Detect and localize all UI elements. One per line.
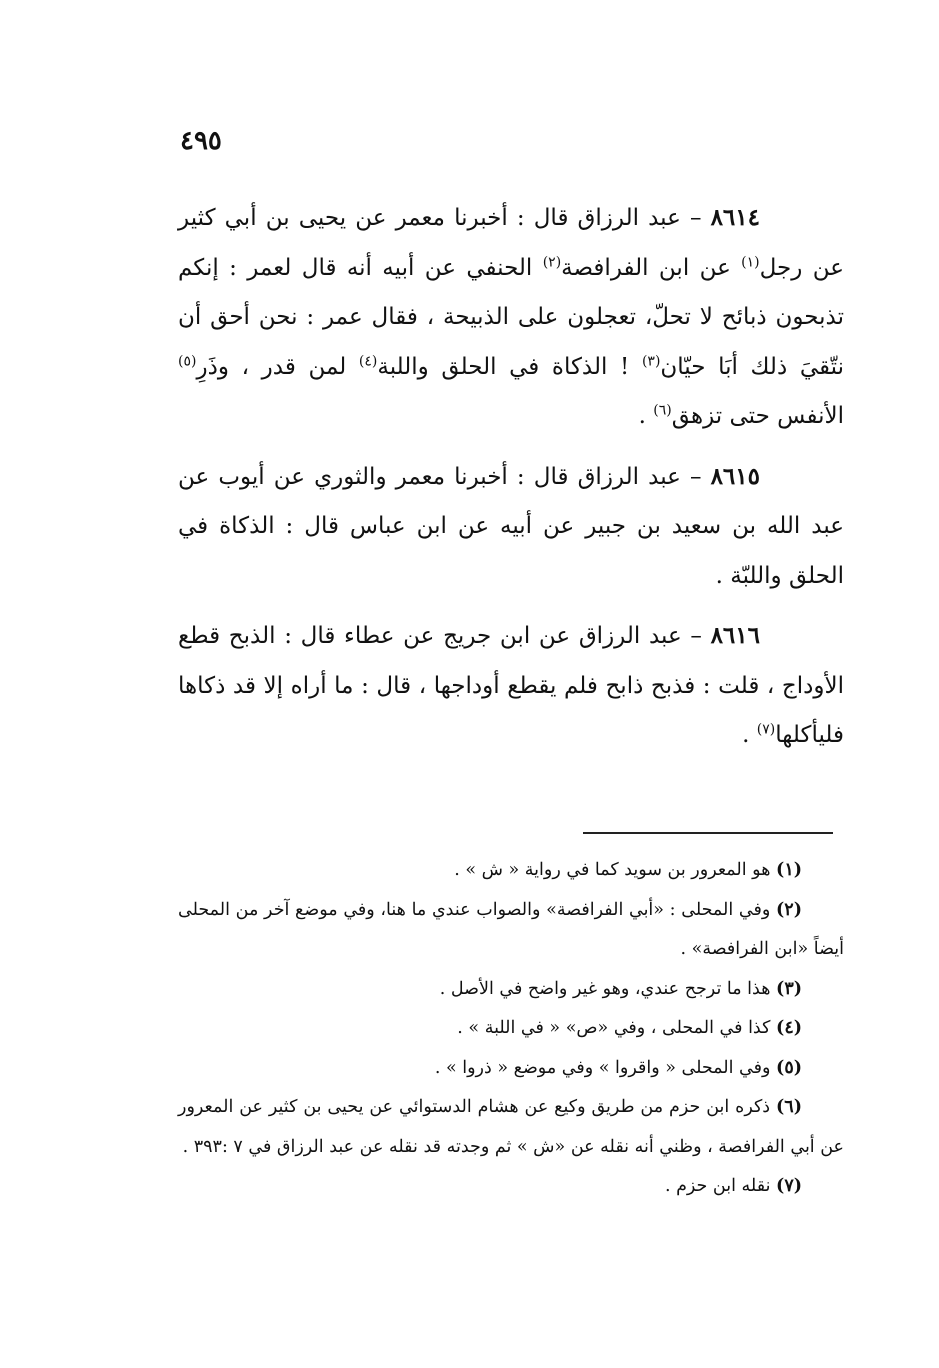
footnote-text: وفي المحلى : «أبي الفرافصة» والصواب عندي ما هنا، وفي موضع آخر من المحلى أيضاً «ابن الفرافصة» . (178, 899, 844, 959)
footnote-text: نقله ابن حزم . (664, 1176, 771, 1196)
footnote-ref: (٥) (178, 352, 197, 369)
hadith-text: لمن قدر ، وذَرِ (196, 353, 359, 380)
footnote-text: هذا ما ترجح عندي، وهو غير واضح في الأصل . (439, 978, 771, 999)
footnote-text: وفي المحلى « واقروا » وفي موضع « ذروا » . (434, 1057, 771, 1078)
hadith-number: ٨٦١٤ (710, 204, 760, 231)
hadith-number: ٨٦١٥ (710, 462, 760, 490)
footnote-number: (٣) (776, 978, 802, 999)
hadith-text: الأنفس حتى تزهق (671, 403, 844, 429)
footnote-number: (٧) (776, 1176, 802, 1196)
footnote-text: ذكره ابن حزم من طريق وكيع عن هشام الدستوائي عن يحيى بن كثير عن المعرور عن أبي الفرافصة ، وظني أنه نقله عن «ش » ثم وجدته قد نقله عن عبد الرزاق في ٧ :٣٩٣ . (178, 1097, 844, 1157)
footnote-7 (178, 1167, 844, 1207)
footnote-number: (٦) (776, 1097, 802, 1117)
hadith-text: – عبد الرزاق عن ابن جريج عن عطاء قال : الذبح قطع الأوداج ، قلت : فذبح ذابح فلم يقطع أوداجها ، قال : ما أراه إلا قد ذكاها فليأكلها (178, 623, 844, 748)
footnote-ref: (٧) (756, 721, 776, 738)
footnote-number: (٢) (776, 899, 802, 920)
footnote-number: (٤) (776, 1018, 802, 1038)
hadith-text: عن ابن الفرافصة (561, 254, 742, 281)
hadith-text: – عبد الرزاق قال : أخبرنا معمر عن يحيى بن أبي كثير عن رجل (178, 205, 844, 281)
footnote-2 (178, 891, 844, 970)
hadith-text: ! الذكاة في الحلق واللبة (377, 353, 642, 380)
hadith-8616 (178, 611, 844, 761)
footnote-text: كذا في المحلى ، وفي «ص» « في اللبة » . (457, 1018, 771, 1038)
main-text (178, 193, 844, 771)
hadith-8615 (178, 452, 844, 602)
footnote-number: (١) (776, 860, 802, 880)
page-number: ٤٩٥ (180, 126, 222, 156)
footnote-5 (178, 1049, 844, 1089)
hadith-8614 (178, 193, 844, 442)
footnote-number: (٥) (776, 1057, 802, 1078)
footnote-ref: (٤) (358, 352, 378, 369)
hadith-number: ٨٦١٦ (710, 622, 760, 649)
footnote-6 (178, 1088, 844, 1167)
hadith-text: . (742, 722, 757, 748)
footnote-4 (178, 1009, 844, 1049)
hadith-text: – عبد الرزاق قال : أخبرنا معمر والثوري عن أيوب عن عبد الله بن سعيد بن جبير عن أبيه عن ابن عباس قال : الذكاة في الحلق واللبّة . (178, 463, 844, 589)
footnote-3 (178, 970, 844, 1010)
footnote-1 (178, 851, 844, 891)
footnote-ref: (٦) (653, 402, 672, 419)
hadith-text: . (638, 403, 654, 429)
footnote-text: هو المعرور بن سويد كما في رواية « ش » . (454, 860, 771, 880)
footnotes (178, 851, 844, 1207)
hadith-text: الحنفي عن أبيه أنه قال لعمر : إنكم تذبحون ذبائح لا تحلّ، تعجلون على الذبيحة ، فقال عمر : نحن أحق أن نتّقيَ ذلك أبَا حيّان (178, 254, 844, 380)
footnote-ref: (٣) (641, 352, 661, 369)
footnote-separator (583, 832, 833, 834)
footnote-ref: (١) (741, 253, 760, 270)
footnote-ref: (٢) (542, 253, 562, 270)
